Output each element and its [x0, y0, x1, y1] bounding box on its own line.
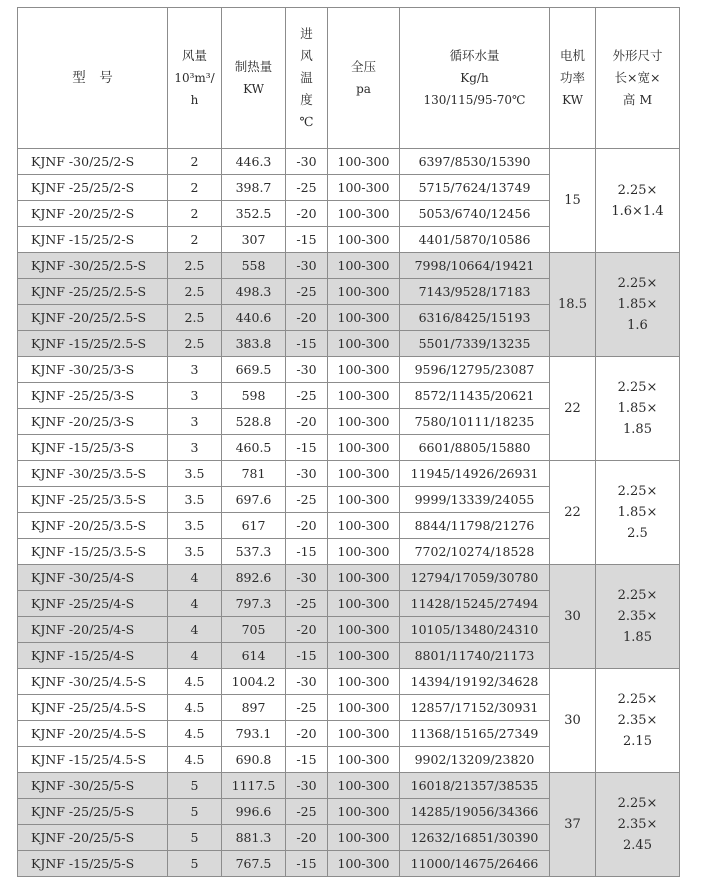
heating-cell: 705: [222, 617, 286, 643]
water-flow-cell: 5501/7339/13235: [400, 331, 550, 357]
motor-power-cell: 30: [550, 565, 596, 669]
dimensions-line: 2.25×: [617, 380, 658, 395]
header-intake-temp: [286, 8, 328, 149]
dimensions-line: 2.25×: [617, 484, 658, 499]
model-cell: KJNF -25/25/3.5-S: [18, 487, 168, 513]
temp-cell: -25: [286, 695, 328, 721]
temp-cell: -20: [286, 617, 328, 643]
pressure-cell: 100-300: [328, 201, 400, 227]
airflow-cell: 4: [168, 565, 222, 591]
heating-cell: 352.5: [222, 201, 286, 227]
header-water-label: 循环水量: [449, 48, 500, 63]
water-flow-cell: 7998/10664/19421: [400, 253, 550, 279]
airflow-cell: 2: [168, 149, 222, 175]
pressure-cell: 100-300: [328, 409, 400, 435]
header-dim-lwh: 长×宽×: [614, 70, 661, 85]
heating-cell: 697.6: [222, 487, 286, 513]
model-cell: KJNF -30/25/3-S: [18, 357, 168, 383]
pressure-cell: 100-300: [328, 747, 400, 773]
dimensions-cell: [596, 565, 680, 669]
heating-cell: 617: [222, 513, 286, 539]
heating-cell: 398.7: [222, 175, 286, 201]
heating-cell: 767.5: [222, 851, 286, 877]
model-cell: KJNF -30/25/5-S: [18, 773, 168, 799]
airflow-cell: 2.5: [168, 253, 222, 279]
water-flow-cell: 6397/8530/15390: [400, 149, 550, 175]
heating-cell: 781: [222, 461, 286, 487]
airflow-cell: 3: [168, 383, 222, 409]
pressure-cell: 100-300: [328, 591, 400, 617]
model-cell: KJNF -25/25/3-S: [18, 383, 168, 409]
model-cell: KJNF -20/25/2-S: [18, 201, 168, 227]
header-model: [18, 8, 168, 149]
water-flow-cell: 11000/14675/26466: [400, 851, 550, 877]
airflow-cell: 3: [168, 409, 222, 435]
dimensions-cell: [596, 669, 680, 773]
pressure-cell: 100-300: [328, 721, 400, 747]
pressure-cell: 100-300: [328, 565, 400, 591]
temp-cell: -15: [286, 643, 328, 669]
airflow-cell: 4.5: [168, 747, 222, 773]
airflow-cell: 4.5: [168, 721, 222, 747]
pressure-cell: 100-300: [328, 539, 400, 565]
airflow-cell: 4: [168, 591, 222, 617]
table-row: [18, 357, 680, 383]
temp-cell: -30: [286, 461, 328, 487]
temp-cell: -25: [286, 383, 328, 409]
airflow-cell: 2.5: [168, 331, 222, 357]
dimensions-line: 2.25×: [617, 692, 658, 707]
water-flow-cell: 4401/5870/10586: [400, 227, 550, 253]
water-flow-cell: 12857/17152/30931: [400, 695, 550, 721]
temp-cell: -25: [286, 799, 328, 825]
heating-cell: 996.6: [222, 799, 286, 825]
model-cell: KJNF -20/25/2.5-S: [18, 305, 168, 331]
table-row: [18, 461, 680, 487]
airflow-cell: 2: [168, 201, 222, 227]
water-flow-cell: 8572/11435/20621: [400, 383, 550, 409]
heating-cell: 669.5: [222, 357, 286, 383]
motor-power-cell: 37: [550, 773, 596, 877]
temp-cell: -20: [286, 201, 328, 227]
temp-cell: -25: [286, 279, 328, 305]
water-flow-cell: 11428/15245/27494: [400, 591, 550, 617]
pressure-cell: 100-300: [328, 461, 400, 487]
heating-cell: 1004.2: [222, 669, 286, 695]
heating-cell: 460.5: [222, 435, 286, 461]
airflow-cell: 5: [168, 773, 222, 799]
water-flow-cell: 7580/10111/18235: [400, 409, 550, 435]
pressure-cell: 100-300: [328, 435, 400, 461]
water-flow-cell: 11945/14926/26931: [400, 461, 550, 487]
pressure-cell: 100-300: [328, 487, 400, 513]
dimensions-line: 2.25×: [617, 276, 658, 291]
pressure-cell: 100-300: [328, 253, 400, 279]
water-flow-cell: 6601/8805/15880: [400, 435, 550, 461]
model-cell: KJNF -20/25/3-S: [18, 409, 168, 435]
airflow-cell: 2: [168, 175, 222, 201]
header-model-label: 型 号: [72, 70, 113, 86]
temp-cell: -15: [286, 435, 328, 461]
dimensions-cell: [596, 149, 680, 253]
header-heating-label: 制热量: [234, 59, 273, 74]
header-heating: [222, 8, 286, 149]
motor-power-cell: 18.5: [550, 253, 596, 357]
model-cell: KJNF -15/25/3-S: [18, 435, 168, 461]
model-cell: KJNF -15/25/2-S: [18, 227, 168, 253]
dimensions-cell: [596, 773, 680, 877]
heating-cell: 897: [222, 695, 286, 721]
model-cell: KJNF -20/25/4-S: [18, 617, 168, 643]
table-row: [18, 773, 680, 799]
temp-cell: -30: [286, 773, 328, 799]
pressure-cell: 100-300: [328, 383, 400, 409]
heating-cell: 793.1: [222, 721, 286, 747]
model-cell: KJNF -20/25/5-S: [18, 825, 168, 851]
dimensions-line: 1.6×1.4: [611, 203, 664, 219]
temp-cell: -15: [286, 851, 328, 877]
header-airflow-unit: 10³m³/: [174, 71, 215, 85]
dimensions-cell: [596, 461, 680, 565]
dimensions-line: 2.25×: [617, 588, 658, 603]
airflow-cell: 2.5: [168, 279, 222, 305]
dimensions-line: 2.25×: [617, 796, 658, 811]
header-temp-char-4: 度: [300, 92, 313, 107]
dimensions-line: 2.45: [623, 838, 652, 853]
water-flow-cell: 5053/6740/12456: [400, 201, 550, 227]
water-flow-cell: 6316/8425/15193: [400, 305, 550, 331]
heating-cell: 528.8: [222, 409, 286, 435]
model-cell: KJNF -15/25/2.5-S: [18, 331, 168, 357]
model-cell: KJNF -25/25/5-S: [18, 799, 168, 825]
model-cell: KJNF -25/25/4-S: [18, 591, 168, 617]
model-cell: KJNF -30/25/3.5-S: [18, 461, 168, 487]
temp-cell: -15: [286, 331, 328, 357]
temp-cell: -25: [286, 487, 328, 513]
heating-cell: 537.3: [222, 539, 286, 565]
motor-power-cell: 22: [550, 357, 596, 461]
pressure-cell: 100-300: [328, 279, 400, 305]
dimensions-line: 1.85: [623, 422, 652, 437]
heating-cell: 614: [222, 643, 286, 669]
pressure-cell: 100-300: [328, 825, 400, 851]
dimensions-cell: [596, 253, 680, 357]
temp-cell: -20: [286, 825, 328, 851]
temp-cell: -20: [286, 305, 328, 331]
header-temp-char-1: 进: [300, 26, 313, 41]
model-cell: KJNF -30/25/4.5-S: [18, 669, 168, 695]
header-dim-label: 外形尺寸: [612, 48, 663, 63]
airflow-cell: 3: [168, 435, 222, 461]
water-flow-cell: 12632/16851/30390: [400, 825, 550, 851]
pressure-cell: 100-300: [328, 149, 400, 175]
dimensions-line: 1.85: [623, 630, 652, 645]
dimensions-line: 2.5: [627, 526, 648, 541]
water-flow-cell: 7702/10274/18528: [400, 539, 550, 565]
airflow-cell: 4.5: [168, 669, 222, 695]
dimensions-cell: [596, 357, 680, 461]
header-motor-label-2: 功率: [559, 70, 585, 85]
table-row: [18, 565, 680, 591]
heating-cell: 307: [222, 227, 286, 253]
dimensions-line: 2.35×: [617, 817, 658, 832]
model-cell: KJNF -20/25/4.5-S: [18, 721, 168, 747]
temp-cell: -30: [286, 253, 328, 279]
motor-power-cell: 30: [550, 669, 596, 773]
model-cell: KJNF -15/25/3.5-S: [18, 539, 168, 565]
header-heating-unit: KW: [243, 82, 264, 96]
temp-cell: -30: [286, 357, 328, 383]
heating-cell: 498.3: [222, 279, 286, 305]
airflow-cell: 3.5: [168, 513, 222, 539]
temp-cell: -30: [286, 149, 328, 175]
heating-cell: 598: [222, 383, 286, 409]
heating-cell: 1117.5: [222, 773, 286, 799]
spec-table: [17, 7, 680, 877]
water-flow-cell: 8844/11798/21276: [400, 513, 550, 539]
pressure-cell: 100-300: [328, 357, 400, 383]
model-cell: KJNF -30/25/2.5-S: [18, 253, 168, 279]
header-airflow-label: 风量: [181, 48, 207, 63]
header-temp-unit: ℃: [299, 114, 314, 129]
model-cell: KJNF -15/25/4.5-S: [18, 747, 168, 773]
airflow-cell: 4: [168, 617, 222, 643]
heating-cell: 892.6: [222, 565, 286, 591]
heating-cell: 440.6: [222, 305, 286, 331]
dimensions-line: 1.85×: [617, 401, 658, 416]
pressure-cell: 100-300: [328, 227, 400, 253]
header-dimensions: [596, 8, 680, 149]
pressure-cell: 100-300: [328, 669, 400, 695]
pressure-cell: 100-300: [328, 773, 400, 799]
heating-cell: 558: [222, 253, 286, 279]
model-cell: KJNF -30/25/2-S: [18, 149, 168, 175]
header-pressure-unit: pa: [356, 82, 371, 96]
airflow-cell: 5: [168, 799, 222, 825]
dimensions-line: 1.85×: [617, 297, 658, 312]
water-flow-cell: 9902/13209/23820: [400, 747, 550, 773]
temp-cell: -20: [286, 721, 328, 747]
dimensions-line: 1.6: [627, 318, 648, 333]
heating-cell: 797.3: [222, 591, 286, 617]
header-temp-char-2: 风: [300, 48, 313, 63]
airflow-cell: 3.5: [168, 539, 222, 565]
heating-cell: 690.8: [222, 747, 286, 773]
water-flow-cell: 10105/13480/24310: [400, 617, 550, 643]
header-water-temps: 130/115/95-70℃: [423, 93, 526, 107]
model-cell: KJNF -25/25/2.5-S: [18, 279, 168, 305]
header-row: [18, 8, 680, 149]
header-temp-char-3: 温: [300, 70, 313, 85]
pressure-cell: 100-300: [328, 513, 400, 539]
airflow-cell: 3: [168, 357, 222, 383]
dimensions-line: 2.25×: [617, 182, 658, 198]
pressure-cell: 100-300: [328, 695, 400, 721]
header-motor-label-1: 电机: [559, 48, 585, 63]
temp-cell: -15: [286, 539, 328, 565]
temp-cell: -15: [286, 227, 328, 253]
water-flow-cell: 12794/17059/30780: [400, 565, 550, 591]
header-dim-h: 高 M: [622, 92, 653, 107]
temp-cell: -25: [286, 175, 328, 201]
airflow-cell: 5: [168, 851, 222, 877]
airflow-cell: 3.5: [168, 487, 222, 513]
water-flow-cell: 14394/19192/34628: [400, 669, 550, 695]
dimensions-line: 2.35×: [617, 713, 658, 728]
pressure-cell: 100-300: [328, 617, 400, 643]
pressure-cell: 100-300: [328, 175, 400, 201]
header-water-flow: [400, 8, 550, 149]
header-airflow: [168, 8, 222, 149]
water-flow-cell: 14285/19056/34366: [400, 799, 550, 825]
airflow-cell: 4: [168, 643, 222, 669]
airflow-cell: 2.5: [168, 305, 222, 331]
airflow-cell: 4.5: [168, 695, 222, 721]
water-flow-cell: 9596/12795/23087: [400, 357, 550, 383]
model-cell: KJNF -30/25/4-S: [18, 565, 168, 591]
dimensions-line: 2.15: [623, 734, 652, 749]
pressure-cell: 100-300: [328, 799, 400, 825]
pressure-cell: 100-300: [328, 851, 400, 877]
model-cell: KJNF -25/25/2-S: [18, 175, 168, 201]
table-row: [18, 669, 680, 695]
model-cell: KJNF -20/25/3.5-S: [18, 513, 168, 539]
model-cell: KJNF -15/25/4-S: [18, 643, 168, 669]
temp-cell: -20: [286, 513, 328, 539]
model-cell: KJNF -15/25/5-S: [18, 851, 168, 877]
dimensions-line: 1.85×: [617, 505, 658, 520]
water-flow-cell: 5715/7624/13749: [400, 175, 550, 201]
table-row: [18, 253, 680, 279]
heating-cell: 446.3: [222, 149, 286, 175]
water-flow-cell: 7143/9528/17183: [400, 279, 550, 305]
motor-power-cell: 15: [550, 149, 596, 253]
airflow-cell: 3.5: [168, 461, 222, 487]
header-pressure: [328, 8, 400, 149]
header-airflow-unit-h: h: [190, 93, 199, 107]
airflow-cell: 5: [168, 825, 222, 851]
header-water-unit: Kg/h: [460, 71, 489, 85]
pressure-cell: 100-300: [328, 643, 400, 669]
pressure-cell: 100-300: [328, 331, 400, 357]
pressure-cell: 100-300: [328, 305, 400, 331]
temp-cell: -25: [286, 591, 328, 617]
table-row: [18, 149, 680, 175]
water-flow-cell: 8801/11740/21173: [400, 643, 550, 669]
water-flow-cell: 16018/21357/38535: [400, 773, 550, 799]
temp-cell: -15: [286, 747, 328, 773]
water-flow-cell: 9999/13339/24055: [400, 487, 550, 513]
dimensions-line: 2.35×: [617, 609, 658, 624]
header-pressure-label: 全压: [350, 59, 376, 74]
airflow-cell: 2: [168, 227, 222, 253]
heating-cell: 881.3: [222, 825, 286, 851]
model-cell: KJNF -25/25/4.5-S: [18, 695, 168, 721]
header-motor-unit: KW: [562, 93, 583, 107]
motor-power-cell: 22: [550, 461, 596, 565]
temp-cell: -30: [286, 565, 328, 591]
heating-cell: 383.8: [222, 331, 286, 357]
temp-cell: -30: [286, 669, 328, 695]
header-motor: [550, 8, 596, 149]
temp-cell: -20: [286, 409, 328, 435]
water-flow-cell: 11368/15165/27349: [400, 721, 550, 747]
